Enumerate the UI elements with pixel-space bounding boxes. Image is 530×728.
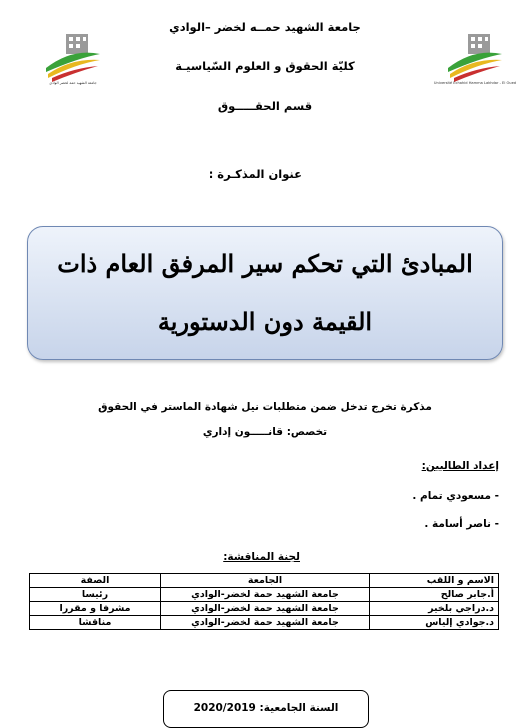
specialty: تخصص: قانـــــون إداري	[202, 426, 328, 438]
logo-caption-left: جامعة الشهيد حمة لخضر الوادي	[49, 81, 97, 85]
member-university: جامعة الشهيد حمة لخضر-الوادي	[161, 602, 370, 616]
member-name: د.دراجي بلخير	[370, 602, 499, 616]
column-header-university: الجامعة	[161, 574, 370, 588]
member-role: مشرفا و مقررا	[30, 602, 161, 616]
academic-year-box	[163, 690, 369, 728]
students-heading: إعداد الطالبين:	[421, 460, 499, 472]
column-header-role: الصفة	[30, 574, 161, 588]
academic-year-value: 2020/2019	[193, 702, 256, 714]
academic-year-label: السنة الجامعية:	[259, 702, 339, 714]
column-header-name: الاسم و اللقب	[370, 574, 499, 588]
member-name: أ.جابر صالح	[370, 588, 499, 602]
table-row	[30, 602, 499, 616]
thesis-title-box	[27, 226, 503, 360]
department-name: قسم الحقـــــوق	[217, 99, 313, 113]
member-university: جامعة الشهيد حمة لخضر-الوادي	[161, 588, 370, 602]
university-name: جامعة الشهيد حمــه لخضر –الوادي	[169, 20, 361, 34]
table-header-row	[30, 574, 499, 588]
committee-heading: لجنة المناقشة:	[223, 551, 300, 563]
thesis-title-line1: المبادئ التي تحكم سير المرفق العام ذات	[57, 249, 473, 278]
member-role: رئيسا	[30, 588, 161, 602]
student-item: - مسعودي تمام .	[412, 490, 499, 502]
faculty-name: كليّة الحقوق و العلوم السّياسيـة	[175, 59, 355, 73]
member-name: د.جوادي إلياس	[370, 616, 499, 630]
table-row	[30, 616, 499, 630]
student-item: - ناصر أسامة .	[424, 518, 499, 530]
degree-note: مذكرة تخرج تدخل ضمن متطلبات نيل شهادة الماستر في الحقوق	[98, 401, 432, 413]
member-university: جامعة الشهيد حمة لخضر-الوادي	[161, 616, 370, 630]
thesis-title-line2: القيمة دون الدستورية	[157, 307, 373, 336]
member-role: مناقشا	[30, 616, 161, 630]
memo-title-label: عنوان المذكـرة :	[208, 167, 302, 181]
committee-table	[29, 573, 499, 630]
logo-caption-right: Université Echahid Hamma Lakhdar - El Oued	[433, 81, 517, 85]
table-row	[30, 588, 499, 602]
